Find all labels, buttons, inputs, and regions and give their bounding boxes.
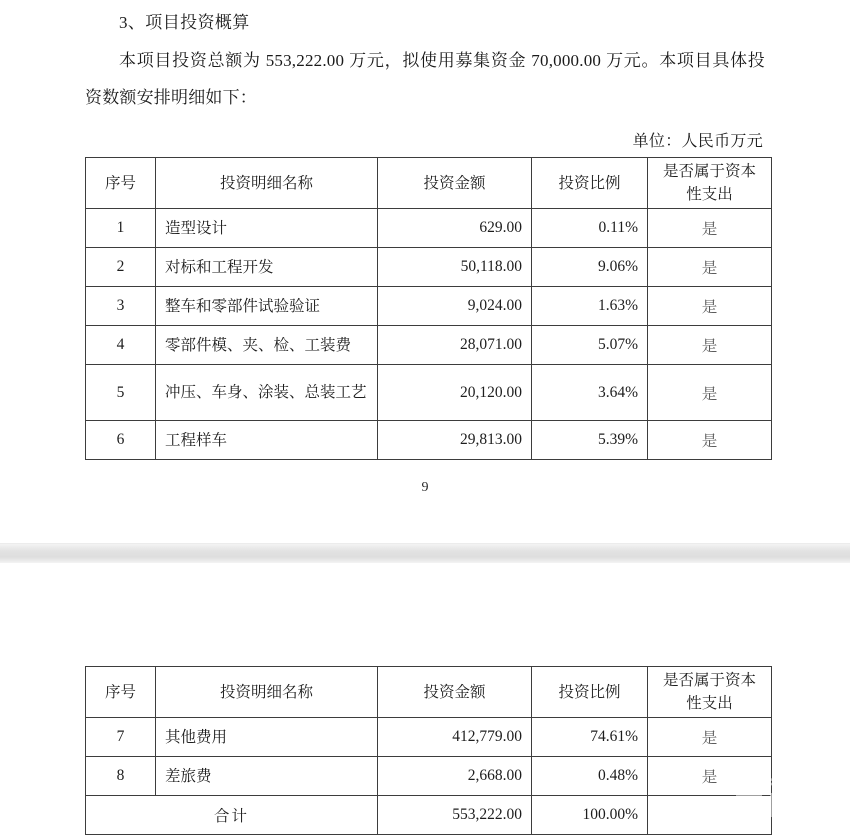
cell-total-ratio: 100.00% (532, 796, 648, 835)
page-separator (0, 543, 850, 565)
cell-ratio: 5.07% (532, 326, 648, 365)
cell-no: 3 (86, 287, 156, 326)
cell-amount: 28,071.00 (378, 326, 532, 365)
header-no: 序号 (86, 667, 156, 718)
cell-name: 其他费用 (156, 718, 378, 757)
cell-name: 冲压、车身、涂装、总装工艺 (156, 365, 378, 421)
cell-ratio: 0.11% (532, 209, 648, 248)
cell-total-amount: 553,222.00 (378, 796, 532, 835)
cell-amount: 412,779.00 (378, 718, 532, 757)
cell-amount: 2,668.00 (378, 757, 532, 796)
cell-name: 造型设计 (156, 209, 378, 248)
cell-capex: 是 (648, 287, 772, 326)
header-capex: 是否属于资本性支出 (648, 158, 772, 209)
cell-ratio: 5.39% (532, 421, 648, 460)
table-row (86, 209, 772, 248)
intro-paragraph: 本项目投资总额为 553,222.00 万元，拟使用募集资金 70,000.00 万元。本项目具体投资数额安排明细如下： (85, 51, 765, 107)
cell-name: 差旅费 (156, 757, 378, 796)
cell-amount: 29,813.00 (378, 421, 532, 460)
table-header-row (86, 667, 772, 718)
cell-total-capex (648, 796, 772, 835)
cell-no: 2 (86, 248, 156, 287)
table-row (86, 421, 772, 460)
cell-ratio: 1.63% (532, 287, 648, 326)
header-ratio: 投资比例 (532, 667, 648, 718)
cell-name: 工程样车 (156, 421, 378, 460)
header-ratio: 投资比例 (532, 158, 648, 209)
header-capex: 是否属于资本性支出 (648, 667, 772, 718)
cell-capex: 是 (648, 718, 772, 757)
table-row (86, 326, 772, 365)
cell-no: 8 (86, 757, 156, 796)
cell-ratio: 74.61% (532, 718, 648, 757)
header-amount: 投资金额 (378, 667, 532, 718)
header-no: 序号 (86, 158, 156, 209)
cell-capex: 是 (648, 326, 772, 365)
document-page-two (0, 563, 850, 831)
unit-note: 单位：人民币万元 (632, 133, 763, 150)
cell-name: 对标和工程开发 (156, 248, 378, 287)
table-row (86, 365, 772, 421)
section-heading: 3、项目投资概算 (119, 13, 250, 32)
cell-name: 整车和零部件试验验证 (156, 287, 378, 326)
page-number: 9 (421, 480, 429, 495)
header-name: 投资明细名称 (156, 667, 378, 718)
cell-no: 6 (86, 421, 156, 460)
table-row (86, 248, 772, 287)
cell-no: 5 (86, 365, 156, 421)
investment-table-page-one (85, 157, 772, 460)
header-amount: 投资金额 (378, 158, 532, 209)
cell-amount: 629.00 (378, 209, 532, 248)
cell-amount: 50,118.00 (378, 248, 532, 287)
table-header-row (86, 158, 772, 209)
cell-capex: 是 (648, 421, 772, 460)
header-name: 投资明细名称 (156, 158, 378, 209)
investment-table-page-two (85, 666, 772, 835)
cell-capex: 是 (648, 757, 772, 796)
cell-capex: 是 (648, 365, 772, 421)
cell-no: 4 (86, 326, 156, 365)
table-row (86, 287, 772, 326)
table-row (86, 718, 772, 757)
table-row (86, 757, 772, 796)
cell-ratio: 0.48% (532, 757, 648, 796)
table-total-row (86, 796, 772, 835)
cell-no: 1 (86, 209, 156, 248)
page-one-content (0, 8, 850, 496)
page-two-content (0, 563, 850, 835)
cell-total-label: 合计 (86, 796, 378, 835)
cell-ratio: 9.06% (532, 248, 648, 287)
cell-capex: 是 (648, 209, 772, 248)
cell-amount: 9,024.00 (378, 287, 532, 326)
cell-ratio: 3.64% (532, 365, 648, 421)
cell-amount: 20,120.00 (378, 365, 532, 421)
cell-no: 7 (86, 718, 156, 757)
cell-name: 零部件模、夹、检、工装费 (156, 326, 378, 365)
cell-capex: 是 (648, 248, 772, 287)
